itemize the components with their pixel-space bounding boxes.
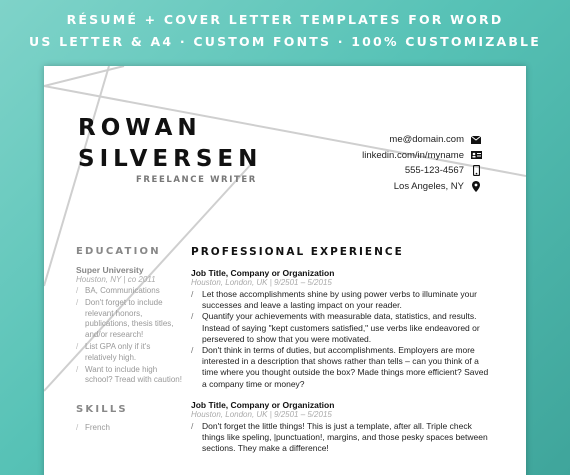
- job-bullet: / Don't think in terms of duties, but accomplishments. Employers are more interested in a description that shows rather than tells – can you think of a time where you thought outside the box? Made things more efficient? Saved a company time or money?: [191, 345, 491, 390]
- contact-email: [362, 132, 482, 148]
- university-name: Super University: [76, 265, 144, 275]
- education-item: / Want to include high school? Tread with caution!: [76, 365, 182, 387]
- candidate-name: [78, 113, 262, 175]
- job-meta: Houston, London, UK | 9/2501 – 5/2015: [191, 278, 332, 287]
- phone-text: 555-123-4567: [404, 165, 464, 177]
- education-item: / BA, Communications: [76, 286, 182, 297]
- banner-line-2: US LETTER & A4 · CUSTOM FONTS · 100% CUSTOMIZABLE: [29, 34, 541, 49]
- left-column: [76, 246, 182, 432]
- job-entry: [191, 400, 491, 455]
- linkedin-text: linkedin.com/in/myname: [362, 149, 464, 161]
- location-text: Los Angeles, NY: [393, 180, 464, 192]
- job-subtitle: FREELANCE WRITER: [136, 175, 257, 185]
- contact-location: [362, 179, 482, 195]
- contact-linkedin: [362, 148, 482, 164]
- skill-item: / French: [76, 423, 182, 432]
- promo-banner: [0, 9, 570, 53]
- education-item: / Don't forget to include relevant honors, publications, thesis titles, and/or research!: [76, 298, 182, 341]
- job-title: Job Title, Company or Organization: [191, 268, 335, 278]
- job-meta: Houston, London, UK | 9/2501 – 5/2015: [191, 409, 332, 419]
- job-entry: [191, 268, 491, 390]
- contact-phone: [362, 163, 482, 179]
- id-card-icon: [470, 151, 482, 159]
- envelope-icon: [470, 136, 482, 144]
- last-name: SILVERSEN: [78, 146, 263, 172]
- job-bullets: [191, 421, 491, 455]
- contact-block: [362, 132, 482, 194]
- skills-section: [76, 404, 182, 432]
- right-column: [191, 246, 491, 464]
- education-list: [76, 286, 182, 386]
- phone-icon: [470, 165, 482, 176]
- education-heading: EDUCATION: [76, 246, 161, 257]
- location-pin-icon: [470, 181, 482, 192]
- education-meta: Houston, NY | co 2011: [76, 275, 156, 284]
- education-item: / List GPA only if it's relatively high.: [76, 342, 182, 364]
- resume-page: [44, 66, 526, 475]
- experience-heading: PROFESSIONAL EXPERIENCE: [191, 246, 404, 258]
- job-bullet: / Let those accomplishments shine by using power verbs to illuminate your successes and leave a lasting impact on your reader.: [191, 289, 491, 311]
- banner-line-1: RÉSUMÉ + COVER LETTER TEMPLATES FOR WORD: [66, 12, 504, 27]
- first-name: ROWAN: [78, 115, 202, 141]
- skills-heading: SKILLS: [76, 404, 128, 416]
- job-bullet: / Quantify your achievements with measurable data, statistics, and results. Instead of saying "kept customers satisfied," use verbs like endeavored or persevered to show that you were motivated.: [191, 311, 491, 345]
- job-bullets: [191, 289, 491, 390]
- email-text: me@domain.com: [389, 134, 464, 146]
- job-title: Job Title, Company or Organization: [191, 399, 335, 410]
- job-bullet: / Don't forget the little things! This is just a template, after all. Triple check things like speling, |punctuation!, margins, and those pesky spaces between sections. They make a difference!: [191, 421, 491, 455]
